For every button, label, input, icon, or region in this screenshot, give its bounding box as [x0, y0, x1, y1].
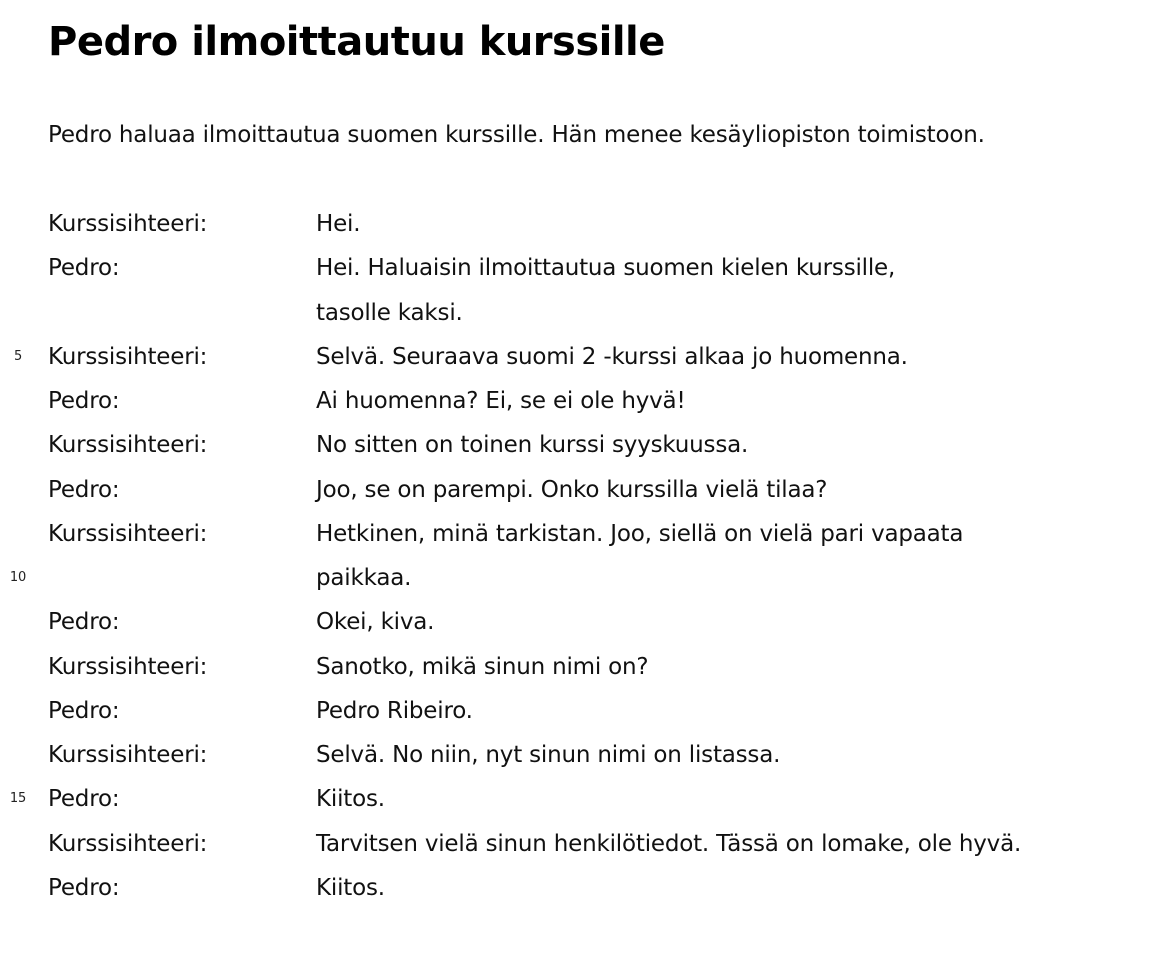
utterance-text: Pedro Ribeiro. [316, 697, 473, 724]
dialogue-line [0, 689, 1173, 733]
dialogue-line [0, 822, 1173, 866]
utterance-text: Hetkinen, minä tarkistan. Joo, siellä on vielä pari vapaata [316, 520, 964, 547]
dialogue-line [0, 335, 1173, 379]
dialogue-line [0, 645, 1173, 689]
speaker-name: Kurssisihteeri: [48, 432, 208, 459]
intro-paragraph: Pedro haluaa ilmoittautua suomen kurssille. Hän menee kesäyliopiston toimistoon. [48, 122, 985, 148]
utterance-text: Hei. Haluaisin ilmoittautua suomen kielen kurssille, [316, 255, 896, 282]
line-number: 5 [13, 348, 23, 364]
utterance-text: Ai huomenna? Ei, se ei ole hyvä! [316, 388, 686, 414]
dialogue-line [0, 291, 1173, 335]
utterance-text: paikkaa. [316, 565, 412, 591]
dialogue-line [0, 777, 1173, 821]
speaker-name: Pedro: [48, 786, 120, 813]
utterance-text: Selvä. Seuraava suomi 2 -kurssi alkaa jo huomenna. [316, 343, 908, 370]
utterance-text: tasolle kaksi. [316, 299, 463, 326]
speaker-name: Kurssisihteeri: [48, 343, 208, 370]
dialogue-line [0, 468, 1173, 512]
line-number: 10 [9, 570, 27, 585]
speaker-name: Pedro: [48, 388, 120, 414]
speaker-name: Pedro: [48, 255, 120, 282]
utterance-text: Sanotko, mikä sinun nimi on? [316, 653, 649, 680]
utterance-text: Tarvitsen vielä sinun henkilötiedot. Tässä on lomake, ole hyvä. [316, 830, 1022, 857]
utterance-text: No sitten on toinen kurssi syyskuussa. [316, 432, 749, 459]
speaker-name: Pedro: [48, 697, 120, 724]
utterance-text: Okei, kiva. [316, 609, 435, 636]
speaker-name: Kurssisihteeri: [48, 520, 208, 547]
line-number: 15 [9, 791, 27, 807]
speaker-name: Kurssisihteeri: [48, 653, 208, 680]
speaker-name: Pedro: [48, 476, 120, 503]
dialogue-line [0, 512, 1173, 556]
dialogue [0, 202, 1173, 910]
dialogue-line [0, 866, 1173, 910]
dialogue-line [0, 733, 1173, 777]
speaker-name: Pedro: [48, 874, 120, 901]
dialogue-line [0, 600, 1173, 644]
speaker-name: Kurssisihteeri: [48, 211, 208, 237]
dialogue-line [0, 423, 1173, 467]
utterance-text: Selvä. No niin, nyt sinun nimi on listassa. [316, 742, 781, 768]
utterance-text: Hei. [316, 211, 361, 237]
speaker-name: Pedro: [48, 609, 120, 636]
dialogue-line [0, 379, 1173, 423]
utterance-text: Kiitos. [316, 874, 385, 901]
page-title: Pedro ilmoittautuu kurssille [48, 19, 665, 65]
dialogue-line [0, 556, 1173, 600]
utterance-text: Kiitos. [316, 786, 385, 813]
speaker-name: Kurssisihteeri: [48, 830, 208, 857]
speaker-name: Kurssisihteeri: [48, 742, 208, 768]
utterance-text: Joo, se on parempi. Onko kurssilla vielä tilaa? [316, 476, 828, 503]
dialogue-line [0, 246, 1173, 290]
dialogue-line [0, 202, 1173, 246]
